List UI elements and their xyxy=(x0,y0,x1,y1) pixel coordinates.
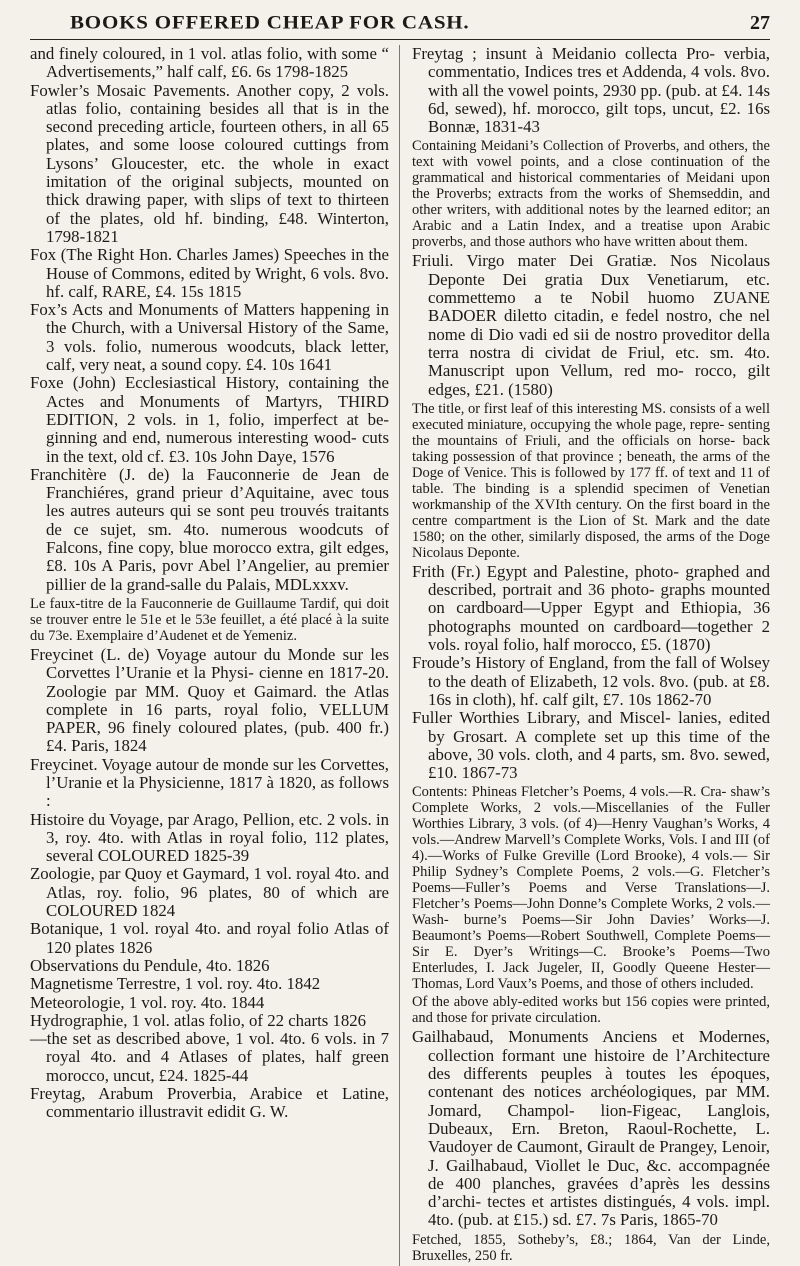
entry-note: Fetched, 1855, Sotheby’s, £8.; 1864, Van der Linde, Bruxelles, 250 fr. xyxy=(412,1231,770,1264)
catalogue-entry: Hydrographie, 1 vol. atlas folio, of 22 charts 1826 xyxy=(30,1010,367,1030)
entry-note: The title, or first leaf of this interesting MS. consists of a well executed miniature, occupying the whole page, repre- senting the mountains of Friuli, and the officials on horse- back taking possession of that province ; beneath, the arms of the Doge of Venice. This is followed by 177 ff. of text and 11 of table. The binding is a splendid specimen of Venetian workmanship of the XVIth century. On the first board in the centre compartment is the Lion of St. Mark and the date 1580; on the other, similarly disposed, the arms of the Doge Nicolaus Deponte. xyxy=(412,400,770,561)
catalogue-entry: Freycinet (L. de) Voyage autour du Monde sur les Corvettes l’Uranie et la Physi- cienne en 1817-20. Zoologie par MM. Quoy et Gaimard. the Atlas complete in 16 parts, royal folio, VELLUM PAPER, 96 finely coloured plates, (pub. 400 fr.) £4. Paris, 1824 xyxy=(30,644,389,756)
running-header xyxy=(30,11,770,40)
right-column xyxy=(400,45,770,1266)
catalogue-entry: Friuli. Virgo mater Dei Gratiæ. Nos Nicolaus Deponte Dei gratia Dux Venetiarum, etc. commettemo a te Nobil huomo ZUANE BADOER diletto citadin, e fedel nostro, che nel nome di Dio vadi ed sii de nostro proveditor della terra nostra di cividat de Friul, etc. sm. 4to. Manuscript upon Vellum, red mo- rocco, gilt edges, £21. (1580) xyxy=(412,251,770,399)
entry-note: Of the above ably-edited works but 156 copies were printed, and those for private circulation. xyxy=(412,994,770,1027)
catalogue-entry: Franchitère (J. de) la Fauconnerie de Jean de Franchiéres, grand prieur d’Aquitaine, avec tous les autres auteurs qui se sont peu trouvés traitants de ce sujet, sm. 4to. numerous woodcuts of Falcons, fine copy, blue morocco extra, gilt edges, £8. 10s A Paris, povr Abel l’Angelier, au premier pillier de la grand-salle du Palais, MDLxxxv. xyxy=(30,464,389,594)
entry-note: Contents: Phineas Fletcher’s Poems, 4 vols.—R. Cra- shaw’s Complete Works, 2 vols.—Miscellanies of the Fuller Worthies Library, 3 vols. (of 4)—Henry Vaughan’s Works, 4 vols.—Andrew Marvell’s Complete Works, Vols. I and III (of 4).—Works of Fulke Greville (Lord Brooke), 4 vols.— Sir Philip Sydney’s Complete Poems, 2 vols.—G. Fletcher’s Poems—Fuller’s Poems and Verse Translations—J. Fletcher’s Poems—John Donne’s Complete Works, 2 vols.—Wash- burne’s Poems—Sir John Davies’ Works—J. Beaumont’s Poems—Robert Southwell, Complete Poems—Sir E. Dyer’s Writings—C. Brooke’s Poems—Two Enterludes, I. Jack Jugeler, II, Goodly Queene Hester—Thomas, Lord Vaux’s Poems, and those of others included. xyxy=(412,784,770,993)
page-title: BOOKS OFFERED CHEAP FOR CASH. xyxy=(70,11,470,33)
two-column-body xyxy=(30,45,770,1266)
left-column xyxy=(30,45,400,1266)
catalogue-entry: Observations du Pendule, 4to. 1826 xyxy=(30,955,270,975)
catalogue-entry: Freytag ; insunt à Meidanio collecta Pro- verbia, commentatio, Indices tres et Addenda, 4 vols. 8vo. with all the vowel points, 2930 pp. (pub. at £4. 14s 6d, sewed), hf. morocco, gilt tops, uncut, £2. 16s Bonnæ, 1831-43 xyxy=(412,44,770,137)
catalogue-entry: Freycinet. Voyage autour de monde sur les Corvettes, l’Uranie et la Physicienne, 1817 à 1820, as follows : xyxy=(30,754,389,811)
entry-note: Le faux-titre de la Fauconnerie de Guillaume Tardif, qui doit se trouver entre le 51e et le 53e feuillet, a été placé à la suite du 73e. Exemplaire d’Audenet et de Yemeniz. xyxy=(30,595,389,644)
catalogue-entry: Fox’s Acts and Monuments of Matters happening in the Church, with a Universal History of the Same, 3 vols. folio, numerous woodcuts, black letter, calf, very neat, a sound copy. £4. 10s 1641 xyxy=(30,300,389,375)
catalogue-entry: Magnetisme Terrestre, 1 vol. roy. 4to. 1842 xyxy=(30,974,321,994)
catalogue-entry: Zoologie, par Quoy et Gaymard, 1 vol. royal 4to. and Atlas, roy. folio, 96 plates, 80 of which are COLOURED 1824 xyxy=(30,864,389,921)
catalogue-entry: Fuller Worthies Library, and Miscel- lanies, edited by Grosart. A complete set up this time of the above, 30 vols. cloth, and 4 parts, sm. 8vo. sewed, £10. 1867-73 xyxy=(412,708,770,783)
entry-note: Containing Meidani’s Collection of Proverbs, and others, the text with vowel points, and a close continuation of the grammatical and historical commentaries of Meidani upon the Proverbs; extracts from the works of Shemseddin, and other writers, with additional notes by the learned editor; an Arabic and a Latin Index, and a treatise upon Arabic proverbs, and those authors who have written about them. xyxy=(412,138,770,251)
catalogue-entry: Botanique, 1 vol. royal 4to. and royal folio Atlas of 120 plates 1826 xyxy=(30,919,389,957)
catalogue-entry: Foxe (John) Ecclesiastical History, containing the Actes and Monuments of Martyrs, THIRD EDITION, 2 vols. in 1, folio, imperfect at be- ginning and end, numerous interesting wood- cuts in the text, old cf. £3. 10s John Daye, 1576 xyxy=(30,373,389,466)
catalogue-entry: Histoire du Voyage, par Arago, Pellion, etc. 2 vols. in 3, roy. 4to. with Atlas in royal folio, 112 plates, several COLOURED 1825-39 xyxy=(30,809,389,866)
catalogue-entry: Meteorologie, 1 vol. roy. 4to. 1844 xyxy=(30,992,265,1012)
catalogue-entry: Froude’s History of England, from the fall of Wolsey to the death of Elizabeth, 12 vols. 8vo. (pub. at £8. 16s in cloth), hf. calf gilt, £7. 10s 1862-70 xyxy=(412,653,770,709)
page-number: 27 xyxy=(750,12,770,34)
catalogue-entry: Frith (Fr.) Egypt and Palestine, photo- graphed and described, portrait and 36 photo- graphs mounted on cardboard—Upper Egypt and Ethiopia, 36 photographs mounted on cardboard—together 2 vols. royal folio, half morocco, £5. (1870) xyxy=(412,561,770,655)
catalogue-entry: Fowler’s Mosaic Pavements. Another copy, 2 vols. atlas folio, containing besides all that is in the second preceding article, fourteen others, in all 65 plates, and some loose coloured cuttings from Lysons’ Gloucester, etc. the whole in exact imitation of the original subjects, mounted on thick drawing paper, with slips of text to thirteen of the plates, old hf. binding, £48. Winterton, 1798-1821 xyxy=(30,80,389,246)
catalogue-entry: Fox (The Right Hon. Charles James) Speeches in the House of Commons, edited by Wright, 6 vols. 8vo. hf. calf, RARE, £4. 15s 1815 xyxy=(30,245,389,301)
catalogue-entry: and finely coloured, in 1 vol. atlas folio, with some “ Advertisements,” half calf, £6. 6s 1798-1825 xyxy=(30,44,389,82)
catalogue-entry: —the set as described above, 1 vol. 4to. 6 vols. in 7 royal 4to. and 4 Atlases of plates, half green morocco, uncut, £24. 1825-44 xyxy=(30,1029,389,1085)
catalogue-entry: Gailhabaud, Monuments Anciens et Modernes, collection formant une histoire de l’Architecture des differents peuples à toutes les époques, contenant des notices archéologiques, par MM. Jomard, Champol- lion-Figeac, Langlois, Dubeaux, Ern. Breton, Raoul-Rochette, L. Vaudoyer de Caumont, Girault de Prangey, Lenoir, J. Gailhabaud, Viollet le Duc, &c. accompagnée de 400 planches, gravées d’après les dessins d’archi- tectes et artistes distingués, 4 vols. impl. 4to. (pub. at £15.) sd. £7. 7s Paris, 1865-70 xyxy=(412,1027,770,1230)
catalogue-entry: Freytag, Arabum Proverbia, Arabice et Latine, commentario illustravit edidit G. W. xyxy=(30,1084,389,1122)
